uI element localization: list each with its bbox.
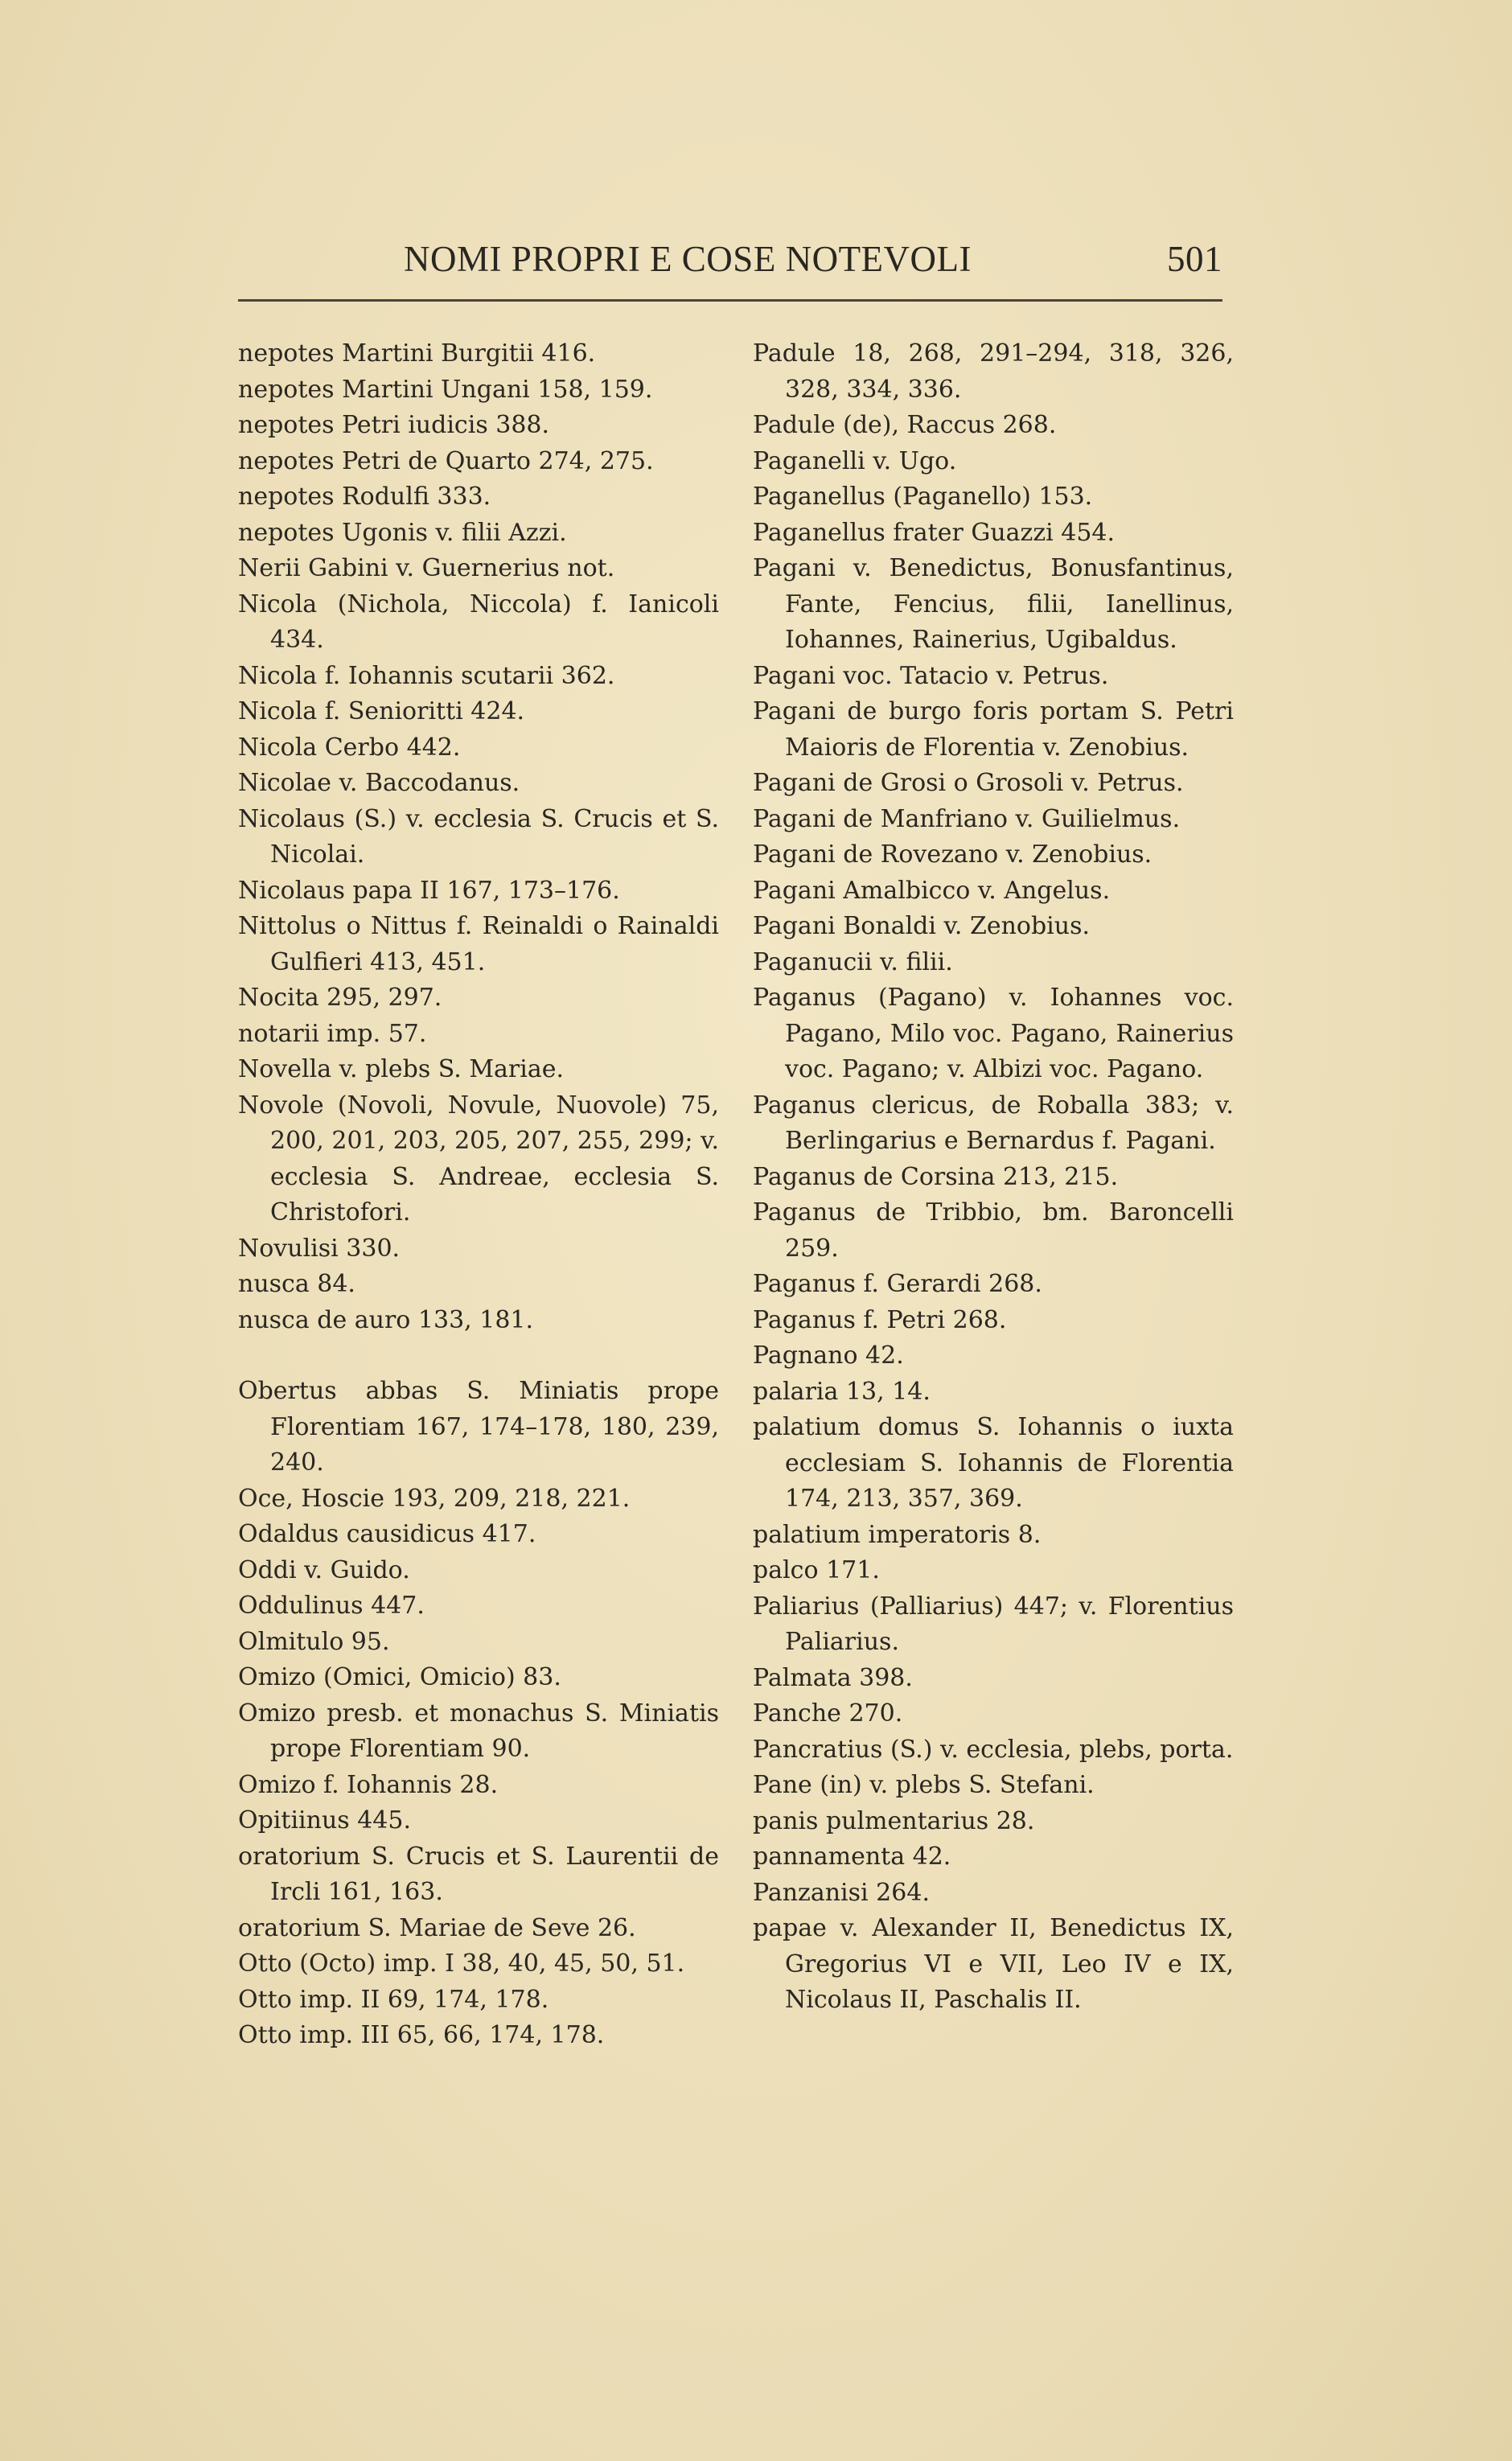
index-entry: Paganelli v. Ugo. [753, 446, 957, 475]
index-entry: Pagani Bonaldi v. Zenobius. [753, 912, 1091, 940]
running-header [238, 238, 1222, 302]
index-entry: nepotes Martini Ungani 158, 159. [238, 375, 653, 404]
index-entry: Otto (Octo) imp. I 38, 40, 45, 50, 51. [238, 1949, 685, 1978]
index-entry: palatium imperatoris 8. [753, 1520, 1042, 1549]
index-entry: Paganus clericus, de Roballa 383; v. Berlingarius e Bernardus f. Pagani. [753, 1091, 1234, 1155]
index-entry: panis pulmentarius 28. [753, 1806, 1035, 1835]
index-entry: Pagani Amalbicco v. Angelus. [753, 876, 1111, 905]
index-entry: Oce, Hoscie 193, 209, 218, 221. [238, 1484, 631, 1513]
index-column-right [753, 336, 1234, 2019]
index-entry: Padule (de), Raccus 268. [753, 411, 1057, 439]
index-entry: Otto imp. III 65, 66, 174, 178. [238, 2021, 605, 2049]
index-entry: notarii imp. 57. [238, 1019, 427, 1048]
index-entry: Paganus de Tribbio, bm. Baroncelli 259. [753, 1198, 1234, 1263]
index-entry: Paganus f. Gerardi 268. [753, 1270, 1042, 1298]
index-entry: Pagani de Rovezano v. Zenobius. [753, 840, 1152, 869]
index-entry: Paganellus frater Guazzi 454. [753, 518, 1116, 547]
index-entry: Nicola f. Senioritti 424. [238, 697, 525, 725]
index-entry: Paliarius (Palliarius) 447; v. Florentius Paliarius. [753, 1592, 1234, 1656]
index-entry: Pagnano 42. [753, 1341, 904, 1370]
index-entry: nepotes Petri iudicis 388. [238, 411, 550, 439]
index-entry: Paganus de Corsina 213, 215. [753, 1162, 1119, 1191]
index-entry: Obertus abbas S. Miniatis prope Florentiam 167, 174–178, 180, 239, 240. [238, 1377, 719, 1477]
index-entry: Omizo presb. et monachus S. Miniatis prope Florentiam 90. [238, 1699, 719, 1763]
index-entry: Padule 18, 268, 291–294, 318, 326, 328, 334, 336. [753, 339, 1234, 404]
index-entry: Paganus (Pagano) v. Iohannes voc. Pagano, Milo voc. Pagano, Rainerius voc. Pagano; v. Albizi voc. Pagano. [753, 984, 1234, 1083]
index-entry: Pagani de burgo foris portam S. Petri Maioris de Florentia v. Zenobius. [753, 697, 1234, 762]
index-entry: palco 171. [753, 1556, 880, 1584]
index-entry: Omizo (Omici, Omicio) 83. [238, 1663, 561, 1691]
index-entry: Omizo f. Iohannis 28. [238, 1770, 499, 1799]
index-entry: Opitiinus 445. [238, 1806, 412, 1834]
index-entry: Paganus f. Petri 268. [753, 1305, 1007, 1334]
index-entry: Odaldus causidicus 417. [238, 1520, 536, 1548]
index-entry: Oddulinus 447. [238, 1592, 425, 1620]
index-entry: Nicola f. Iohannis scutarii 362. [238, 661, 615, 690]
index-entry: Nocita 295, 297. [238, 984, 442, 1012]
index-entry: Nicolaus papa II 167, 173–176. [238, 876, 620, 905]
index-entry: Panzanisi 264. [753, 1878, 930, 1907]
index-entry: Pagani de Manfriano v. Guilielmus. [753, 804, 1181, 833]
index-entry: Pancratius (S.) v. ecclesia, plebs, porta. [753, 1735, 1234, 1764]
index-entry: Pane (in) v. plebs S. Stefani. [753, 1771, 1095, 1799]
index-entry: Oddi v. Guido. [238, 1555, 410, 1584]
index-entry: palaria 13, 14. [753, 1377, 931, 1406]
index-entry: nepotes Ugonis v. filii Azzi. [238, 518, 567, 547]
index-entry: Nittolus o Nittus f. Reinaldi o Rainaldi Gulfieri 413, 451. [238, 912, 719, 976]
page-number: 501 [1167, 239, 1222, 279]
index-entry: Nicola (Nichola, Niccola) f. Ianicoli 434. [238, 590, 719, 654]
index-entry: nepotes Petri de Quarto 274, 275. [238, 446, 654, 475]
index-entry: Pagani voc. Tatacio v. Petrus. [753, 661, 1109, 690]
index-entry: Nerii Gabini v. Guernerius not. [238, 554, 615, 582]
index-column-left [238, 336, 719, 2054]
index-entry: oratorium S. Crucis et S. Laurentii de Ircli 161, 163. [238, 1842, 719, 1906]
index-entry: Pagani v. Benedictus, Bonusfantinus, Fante, Fencius, filii, Ianellinus, Iohannes, Rainerius, Ugibaldus. [753, 554, 1234, 654]
index-entry: Nicolae v. Baccodanus. [238, 769, 520, 797]
index-entry: Novella v. plebs S. Mariae. [238, 1055, 565, 1083]
header-title: NOMI PROPRI E COSE NOTEVOLI [404, 239, 972, 279]
index-entry: Novole (Novoli, Novule, Nuovole) 75, 200, 201, 203, 205, 207, 255, 299; v. ecclesia S. Andreae, ecclesia S. Christofori. [238, 1091, 719, 1226]
index-entry: nusca 84. [238, 1270, 355, 1298]
index-entry: papae v. Alexander II, Benedictus IX, Gregorius VI e VII, Leo IV e IX, Nicolaus II, Paschalis II. [753, 1914, 1234, 2014]
index-entry: oratorium S. Mariae de Seve 26. [238, 1913, 636, 1942]
index-entry: Pagani de Grosi o Grosoli v. Petrus. [753, 769, 1184, 797]
index-entry: Panche 270. [753, 1699, 903, 1728]
index-entry: Nicola Cerbo 442. [238, 733, 461, 762]
index-entry: nepotes Martini Burgitii 416. [238, 339, 596, 368]
index-entry: Palmata 398. [753, 1663, 913, 1692]
index-entry: pannamenta 42. [753, 1843, 951, 1871]
index-entry: Novulisi 330. [238, 1234, 401, 1263]
index-entry: Paganellus (Paganello) 153. [753, 483, 1093, 511]
index-entry: Olmitulo 95. [238, 1627, 390, 1656]
index-entry: Paganucii v. filii. [753, 947, 953, 976]
index-entry: nusca de auro 133, 181. [238, 1305, 534, 1334]
index-entry: Otto imp. II 69, 174, 178. [238, 1985, 549, 2014]
index-entry: Nicolaus (S.) v. ecclesia S. Crucis et S. Nicolai. [238, 804, 719, 869]
index-entry: nepotes Rodulfi 333. [238, 483, 491, 511]
index-entry: palatium domus S. Iohannis o iuxta ecclesiam S. Iohannis de Florentia 174, 213, 357, 369. [753, 1413, 1234, 1513]
